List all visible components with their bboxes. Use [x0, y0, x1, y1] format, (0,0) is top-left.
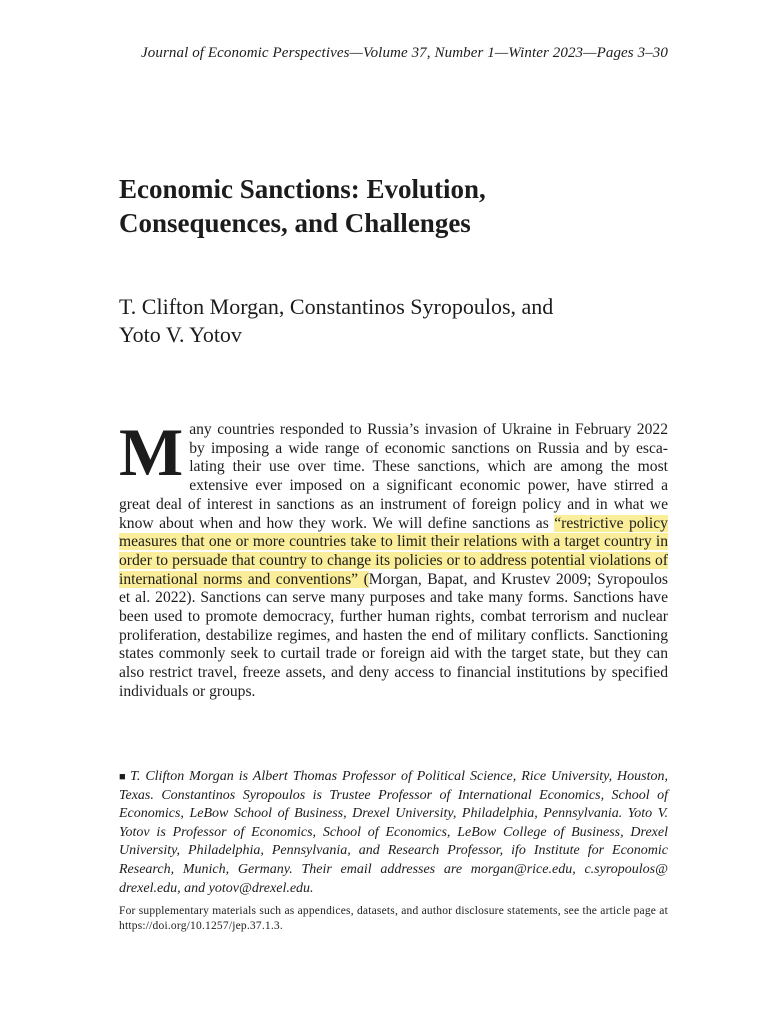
footnote-square-marker: ■ — [119, 771, 128, 783]
footnote-text: T. Clifton Morgan is Albert Thomas Professor of Political Science, Rice University, Houston, Texas. Constantinos Syropoulos is Trustee Professor of International Economics, School of Economics, LeBow School of Business, Drexel University, Philadelphia, Pennsylvania. Yoto V. Yotov is Professor of Economics, School of Economics, LeBow College of Business, Drexel University, Philadelphia, Pennsylvania, and Research Professor, ifo Institute for Economic Research, Munich, Germany. Their email addresses are morgan@rice.edu, c.syropoulos@ drexel.edu, and yotov@drexel.edu. — [119, 769, 668, 896]
title-line-2: Consequences, and Challenges — [119, 208, 471, 238]
article-title — [119, 172, 679, 240]
highlighted-definition[interactable]: “restrictive policy measures that one or more countries take to limit their relations with a target country in order to persuade that country to change its policies or to address potential violations of international norms and conventions” ( — [119, 514, 668, 588]
title-line-1: Economic Sanctions: Evolution, — [119, 174, 486, 204]
supplementary-note: For supplementary materials such as appendices, datasets, and author disclosure statements, see the article page at https://doi.org/10.1257/jep.37.1.3. — [119, 905, 668, 932]
body-paragraph — [119, 414, 668, 702]
author-list — [119, 293, 679, 349]
author-affiliation-footnote — [119, 768, 668, 898]
author-line-2: Yoto V. Yotov — [119, 322, 242, 347]
drop-cap: M — [119, 414, 184, 490]
running-head: Journal of Economic Perspectives—Volume 37, Number 1—Winter 2023—Pages 3–30 — [140, 45, 668, 61]
body-text-continuation: Morgan, Bapat, and Krustev 2009; Syropoulos et al. 2022). Sanctions can serve many purposes and take many forms. Sanctions have been used to promote democracy, further human rights, combat terrorism and nuclear proliferation, destabilize regimes, and hasten the end of military conflicts. Sanctioning states commonly seek to curtail trade or foreign aid with the target state, but they can also restrict travel, freeze assets, and deny access to financial institutions by specified individuals or groups. — [119, 570, 668, 700]
author-line-1: T. Clifton Morgan, Constantinos Syropoulos, and — [119, 294, 554, 319]
body-text-intro: any countries responded to Russia’s invasion of Ukraine in February 2022 by imposing a wide range of economic sanctions on Russia and by escalating their use over time. These sanctions, which are among the most extensive ever imposed on a significant economic power, have stirred a great deal of interest in sanctions as an instrument of foreign policy and in what we know about when and how they work. We will define sanctions as — [119, 421, 668, 532]
